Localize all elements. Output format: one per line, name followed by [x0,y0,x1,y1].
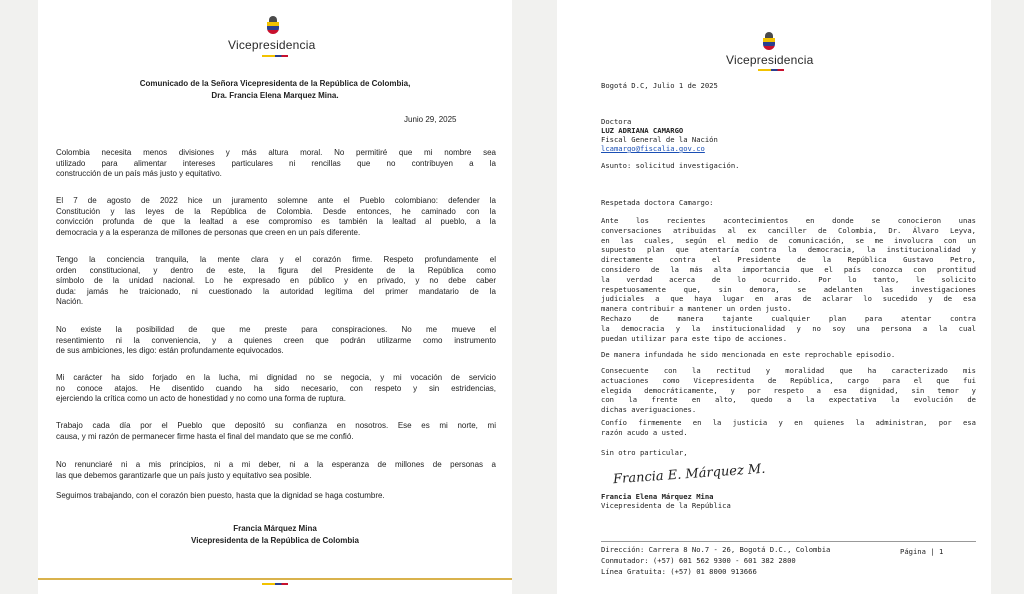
paragraph-line: conversaciones atribuidas al ex canciller de Colombia, Dr. Álvaro Leyva, [601,225,976,235]
paragraph-line: Tengo la conciencia tranquila, la mente clara y el corazón firme. Respeto profundamente el [56,255,496,264]
paragraph [601,418,976,438]
paragraph-line: la verdad acerca de lo ocurrido. Por lo tanto, le solicito [601,274,976,284]
paragraph-line: construcción de un país más justo y equitativo. [56,169,222,179]
closing: Sin otro particular, [601,448,688,457]
flag-bar [262,55,288,57]
paragraph-line: resentimiento ni la conveniencia, y a quienes creen que podrán utilizarme como instrumento [56,335,496,345]
footer-phone: Conmutador: (+57) 601 562 9300 - 601 382 2800 [601,556,796,565]
paragraph-line: utilizado para alimentar intereses particulares ni rencillas que no contribuyen a la [56,158,496,168]
paragraph [601,314,976,343]
paragraph-line: No existe la posibilidad de que me preste para conspiraciones. No me mueve el [56,325,496,334]
handwritten-signature: Francia E. Márquez M. [612,461,766,488]
paragraph-line: convicción profunda de que la lealtad a ese compromiso es también la lealtad al pueblo, a la [56,217,496,227]
communique-page [38,0,512,594]
recipient-title: Fiscal General de la Nación [601,135,718,144]
signature-name: Francia Márquez Mina [233,524,317,533]
recipient-name: LUZ ADRIANA CAMARGO [601,126,684,135]
subject-line: Asunto: solicitud investigación. [601,161,740,170]
paragraph-line: supuesto plan que atentaría contra la democracia, la institucionalidad y [601,245,976,255]
page-number: Página | 1 [900,547,944,556]
paragraph-line: De manera infundada he sido mencionada en este reprochable episodio. [601,350,896,359]
paragraph-line: democracia y a la esperanza de millones de personas que creen en un país diferente. [56,227,361,237]
paragraph [601,350,976,360]
paragraph-line: duda: jamás he traicionado, ni cuestionado la autoridad legítima del primer mandatario de la [56,286,496,296]
recipient-email-link[interactable]: lcamargo@fiscalia.gov.co [601,144,705,153]
footer-rule [601,541,976,542]
paragraph-line: Trabajo cada día por el Pueblo que depositó su confianza en nosotros. Ese es mi norte, mi [56,421,496,430]
paragraph-line: El 7 de agosto de 2022 hice un juramento solemne ante el Pueblo colombiano: defender la [56,196,496,205]
heading-line-2: Dra. Francia Elena Marquez Mina. [211,91,339,100]
paragraph [56,325,496,357]
paragraph-line: causa, y mi razón de permanecer firme hasta el final del mandato que se me confió. [56,431,354,441]
paragraph [56,460,496,481]
paragraph-line: Seguimos trabajando, con el corazón bien puesto, hasta que la dignidad se haga costumbre. [56,491,385,500]
paragraph-line: considero de la más alta importancia que el país conozca con prontitud [601,264,976,274]
paragraph-line: la democracia y la institucionalidad y no soy una persona a la cual [601,323,976,333]
paragraph-line: No renunciaré ni a mis principios, ni a mi deber, ni a la esperanza de millones de personas a [56,460,496,469]
paragraph-line: Confío firmemente en la justicia y en quienes la administran, por esa [601,418,976,427]
paragraph-line: orden constitucional, y dentro de este, la figura del Presidente de la República como [56,265,496,275]
greeting: Respetada doctora Camargo: [601,198,714,207]
paragraph [56,196,496,238]
paragraph [56,148,496,180]
recipient-salutation: Doctora [601,117,632,126]
paragraph-line: puedan utilizar para este tipo de acciones. [601,333,788,343]
heading-line-1: Comunicado de la Señora Vicepresidenta de la República de Colombia, [139,79,411,88]
brand-name: Vicepresidencia [726,53,814,67]
signature-name: Francia Elena Márquez Mina [601,492,714,501]
paragraph-line: Mi carácter ha sido forjado en la lucha, mi dignidad no se negocia, y mi vocación de servicio [56,373,496,382]
paragraph-line: actuaciones como Vicepresidenta de República, cargo para el que fui [601,375,976,385]
paragraph [56,373,496,405]
paragraph-line: símbolo de la unidad nacional. Lo he expresado en público y en privado, y no debe caber [56,276,496,286]
paragraph-line: de sus ambiciones, les digo: están profundamente equivocados. [56,346,284,356]
letter-page [557,0,991,594]
paragraph-line: las que debemos garantizarle que un país justo y equitativo sea posible. [56,470,312,480]
paragraph-line: no conoce atajos. He disentido cuando ha sido necesario, con respeto y sin estridencias, [56,383,496,393]
flag-bar [758,69,784,71]
paragraph-line: judiciales a que haya lugar en aras de aclarar lo sucedido y de esa [601,294,976,304]
paragraph [601,216,976,314]
paragraph [56,491,496,502]
paragraph-line: dichas averiguaciones. [601,405,697,415]
paragraph [601,366,976,415]
paragraph-line: Consecuente con la rectitud y moralidad que ha caracterizado mis [601,366,976,375]
paragraph-line: ejerciendo la crítica como un acto de honestidad y no como una forma de ruptura. [56,394,346,404]
paragraph-line: razón acudo a usted. [601,427,688,437]
place-date: Bogotá D.C, Julio 1 de 2025 [601,81,718,90]
paragraph-line: directamente contra el Presidente de la República Gustavo Petro, [601,255,976,265]
footer-address: Dirección: Carrera 8 No.7 - 26, Bogotá D.C., Colombia [601,545,831,554]
footer-toll-free: Línea Gratuita: (+57) 01 8000 913666 [601,567,757,576]
paragraph-line: en las cuales, según el medio de comunicación, se me involucra con un [601,235,976,245]
paragraph-line: Colombia necesita menos divisiones y más altura moral. No permitiré que mi nombre sea [56,148,496,157]
paragraph-line: con la frente en alto, quedo a la expectativa la evolución de [601,395,976,405]
paragraph-line: respetuosamente que, sin demora, se adelanten las investigaciones [601,284,976,294]
paragraph-line: Constitución y las leyes de la República de Colombia. Desde entonces, he caminado con la [56,206,496,216]
paragraph-line: Nación. [56,297,84,307]
signature-title: Vicepresidenta de la República de Colombia [191,536,359,545]
signature-title: Vicepresidenta de la República [601,501,731,510]
paragraph-line: Rechazo de manera tajante cualquier plan para atentar contra [601,314,976,323]
document-date: Junio 29, 2025 [404,115,457,124]
paragraph-line: Ante los recientes acontecimientos en donde se conocieron unas [601,216,976,225]
coat-of-arms-icon [760,32,778,52]
brand-name: Vicepresidencia [228,38,316,52]
paragraph [56,255,496,308]
footer-flag-bar [262,583,288,585]
paragraph [56,421,496,442]
coat-of-arms-icon [264,16,282,36]
paragraph-line: manera contribuir a mantener un orden justo. [601,304,792,314]
paragraph-line: elegida democráticamente, y por respeto a esa dignidad, sin temor y [601,385,976,395]
footer-rule [38,578,512,580]
